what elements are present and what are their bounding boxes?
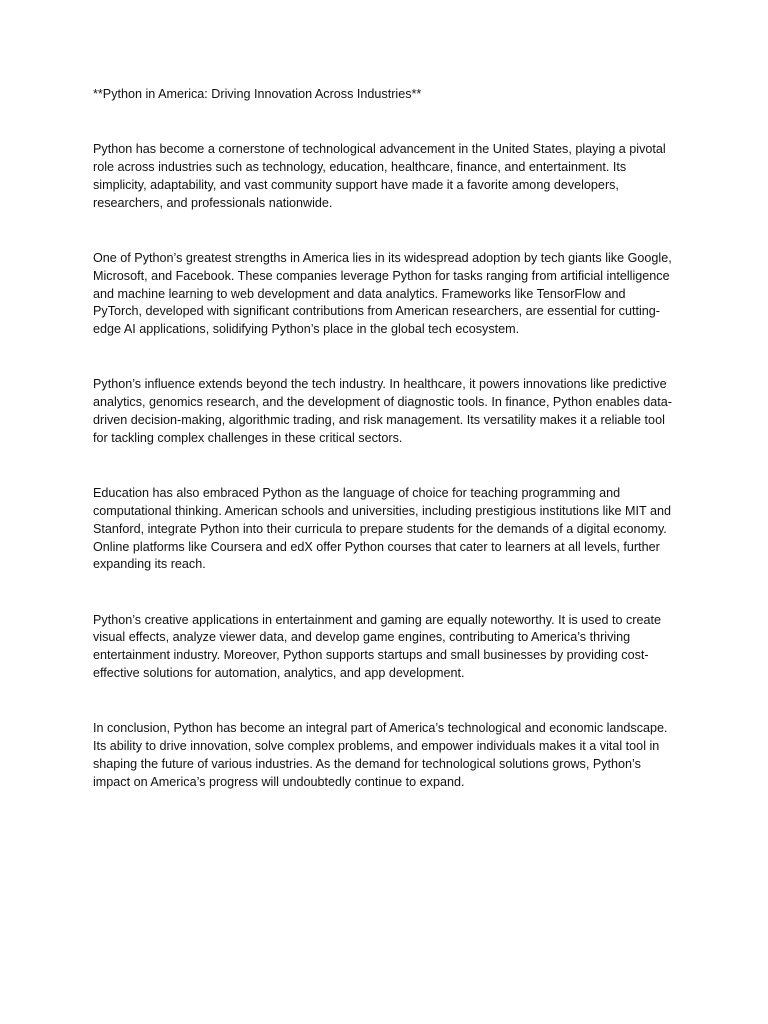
document-title: **Python in America: Driving Innovation Across Industries** xyxy=(93,87,422,101)
document-body xyxy=(93,86,675,792)
paragraph-introduction: Python has become a cornerstone of technological advancement in the United States, playing a pivotal role across industries such as technology, education, healthcare, finance, and entertainment. Its simplicity, adaptability, and vast community support have made it a favorite among developers, researchers, and professionals nationwide. xyxy=(93,142,666,210)
paragraph-conclusion: In conclusion, Python has become an integral part of America’s technological and economic landscape. Its ability to drive innovation, solve complex problems, and empower individuals makes it a vital tool in shaping the future of various industries. As the demand for technological solutions grows, Python’s impact on America’s progress will undoubtedly continue to expand. xyxy=(93,721,668,789)
paragraph-education: Education has also embraced Python as the language of choice for teaching programming and computational thinking. American schools and universities, including prestigious institutions like MIT and Stanford, integrate Python into their curricula to prepare students for the demands of a digital economy. Online platforms like Coursera and edX offer Python courses that cater to learners at all levels, further expanding its reach. xyxy=(93,486,671,572)
paragraph-entertainment: Python’s creative applications in entertainment and gaming are equally noteworthy. It is used to create visual effects, analyze viewer data, and develop game engines, contributing to America’s thriving entertainment industry. Moreover, Python supports startups and small businesses by providing cost-effective solutions for automation, analytics, and app development. xyxy=(93,612,661,681)
paragraph-healthcare-finance: Python’s influence extends beyond the tech industry. In healthcare, it powers innovations like predictive analytics, genomics research, and the development of diagnostic tools. In finance, Python enables data-driven decision-making, algorithmic trading, and risk management. Its versatility makes it a reliable tool for tackling complex challenges in these critical sectors. xyxy=(93,377,672,445)
paragraph-tech-giants: One of Python’s greatest strengths in America lies in its widespread adoption by tech giants like Google, Microsoft, and Facebook. These companies leverage Python for tasks ranging from artificial intelligence and machine learning to web development and data analytics. Frameworks like TensorFlow and PyTorch, developed with significant contributions from American researchers, are essential for cutting-edge AI applications, solidifying Python’s place in the global tech ecosystem. xyxy=(93,250,672,337)
